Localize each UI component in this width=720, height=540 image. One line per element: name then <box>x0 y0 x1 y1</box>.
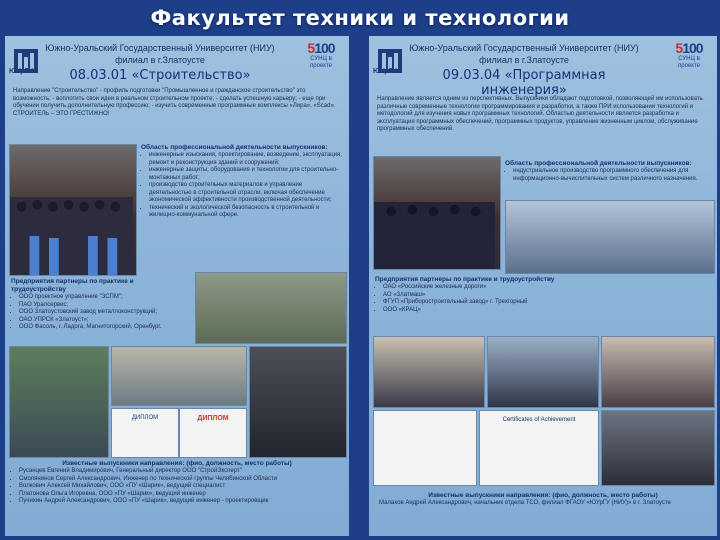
professional-area: Область профессиональной деятельности выпускников: • инженерные изыскания, проектирование, возведение, эксплуатация, ремонт и реконструкция зданий и сооружений; • инженерные защиты, оборудования и технологии для строительно-монтажных работ; • производство строительных материалов и управление деятельностью в строительной отрасли, включая обеспечение экономической эффективности производственной деятельности; • технический и экологической безопасность в строительной и жилищно-коммунальной сфере. <box>141 144 345 220</box>
program-intro: Направление "Строительство" - профиль подготовки "Промышленное и гражданское строительство" это возможность: - воплотить свои идеи в реальном строительном проекте; - сделать успешную карьеру; - еще при обучении получить дополнительную профессию; - изучить современные программные комплексы «Лира», «Scad». СТРОИТЕЛЬ – ЭТО ГРЕСТИЖНО! <box>13 88 336 117</box>
program-title: 08.03.01 «Строительство» <box>69 68 251 83</box>
award-photo <box>195 272 347 344</box>
program-intro: Направление является одним из перспективных. Выпускники обладают подготовкой, позволяющей им использовать различные современные технологии программирования и разработки, а также ПРИ использовании технологий и методологий для изучения новых программных технологий. Областью деятельности является разработка и эксплуатация программных обеспечений, программных продуктов, управление жизненным циклом, обслуживание программных обеспечений. <box>377 96 703 132</box>
program-title: 09.03.04 «Программная инженерия» <box>442 68 606 98</box>
known-graduates: Известные выпускники направления: (фио, должность, место работы) Малахов Андрей Александрович, начальник отдела ТСО, филиал ФГАОУ «ЮУрГУ (НИУ)» в г. Златоусте <box>379 492 671 506</box>
page-title: Факультет техники и технологии <box>150 6 570 30</box>
graduates-photo <box>9 144 137 276</box>
known-graduates: Известные выпускники направления: (фио, должность, место работы) • Русанцев Евгений Владимирович, Генеральный директор ООО "СтройЭксперт" • Смолянинов Сергей Александрович, Инженер по технической группы Челябинской Области • Волкович Алексей Михайлович, ООО «ПУ «Шарик», ведущий специалист • Платонова Ольга Игоревна, ООО «ПУ «Шарик», ведущий инженер • Пучихин Андрей Александрович, ООО «ПУ «Шарик», ведущий инженер - проектировщик <box>11 460 343 506</box>
university-logo-icon <box>11 42 41 82</box>
lab-photo <box>249 346 347 458</box>
diploma-1: ДИПЛОМ <box>111 408 179 458</box>
award-photo-1 <box>373 336 485 408</box>
diploma-2: ДИПЛОМ <box>179 408 247 458</box>
university-name: Южно-Уральский Государственный Университет (НИУ) филиал в г.Златоусте <box>409 43 639 65</box>
student-photo <box>9 346 109 458</box>
poster-construction <box>5 36 349 536</box>
university-abbrev: ЮУрГУ <box>9 68 33 75</box>
conference-photo <box>505 200 715 274</box>
university-name: Южно-Уральский Государственный Университет (НИУ) филиал в г.Златоусте <box>45 43 275 65</box>
certificate-achievement: Certificates of Achievement <box>479 410 599 486</box>
partners: Предприятия партнеры по практике и трудоустройству • ОАО «Российские железные дороги» • АО «Златмаш» • ФГУП «Приборостроительный завод» г. Трехгорный • ООО «КРАЦ» <box>375 276 575 314</box>
award-photo-2 <box>487 336 599 408</box>
5-100-badge: 5100 СУНЦ в проекте <box>307 40 335 69</box>
partners: Предприятия партнеры по практике и трудоустройству • ООО проектное управление "ЗСПМ"; • ПАО Уралсервис; • ООО Златоустовский завод металлоконструкций; • ОАО УПРСК «Златоуст»; • ООО Фасоль, г. Ладога, Магнитогорский, Оренбург. <box>11 278 187 332</box>
university-abbrev: ЮУрГУ <box>373 68 397 75</box>
university-logo-icon <box>375 42 405 82</box>
presentation-photo <box>111 346 247 406</box>
5-100-badge: 5100 СУНЦ в проекте <box>675 40 703 69</box>
award-photo-3 <box>601 336 715 408</box>
student-laptop-photo <box>601 410 715 486</box>
poster-software-engineering <box>369 36 717 536</box>
graduates-photo <box>373 156 501 270</box>
diploma-cert-1 <box>373 410 477 486</box>
professional-area: Область профессиональной деятельности выпускников: • индустриальное производство программного обеспечения для информационно-вычислительных систем различного назначения. <box>505 160 713 183</box>
